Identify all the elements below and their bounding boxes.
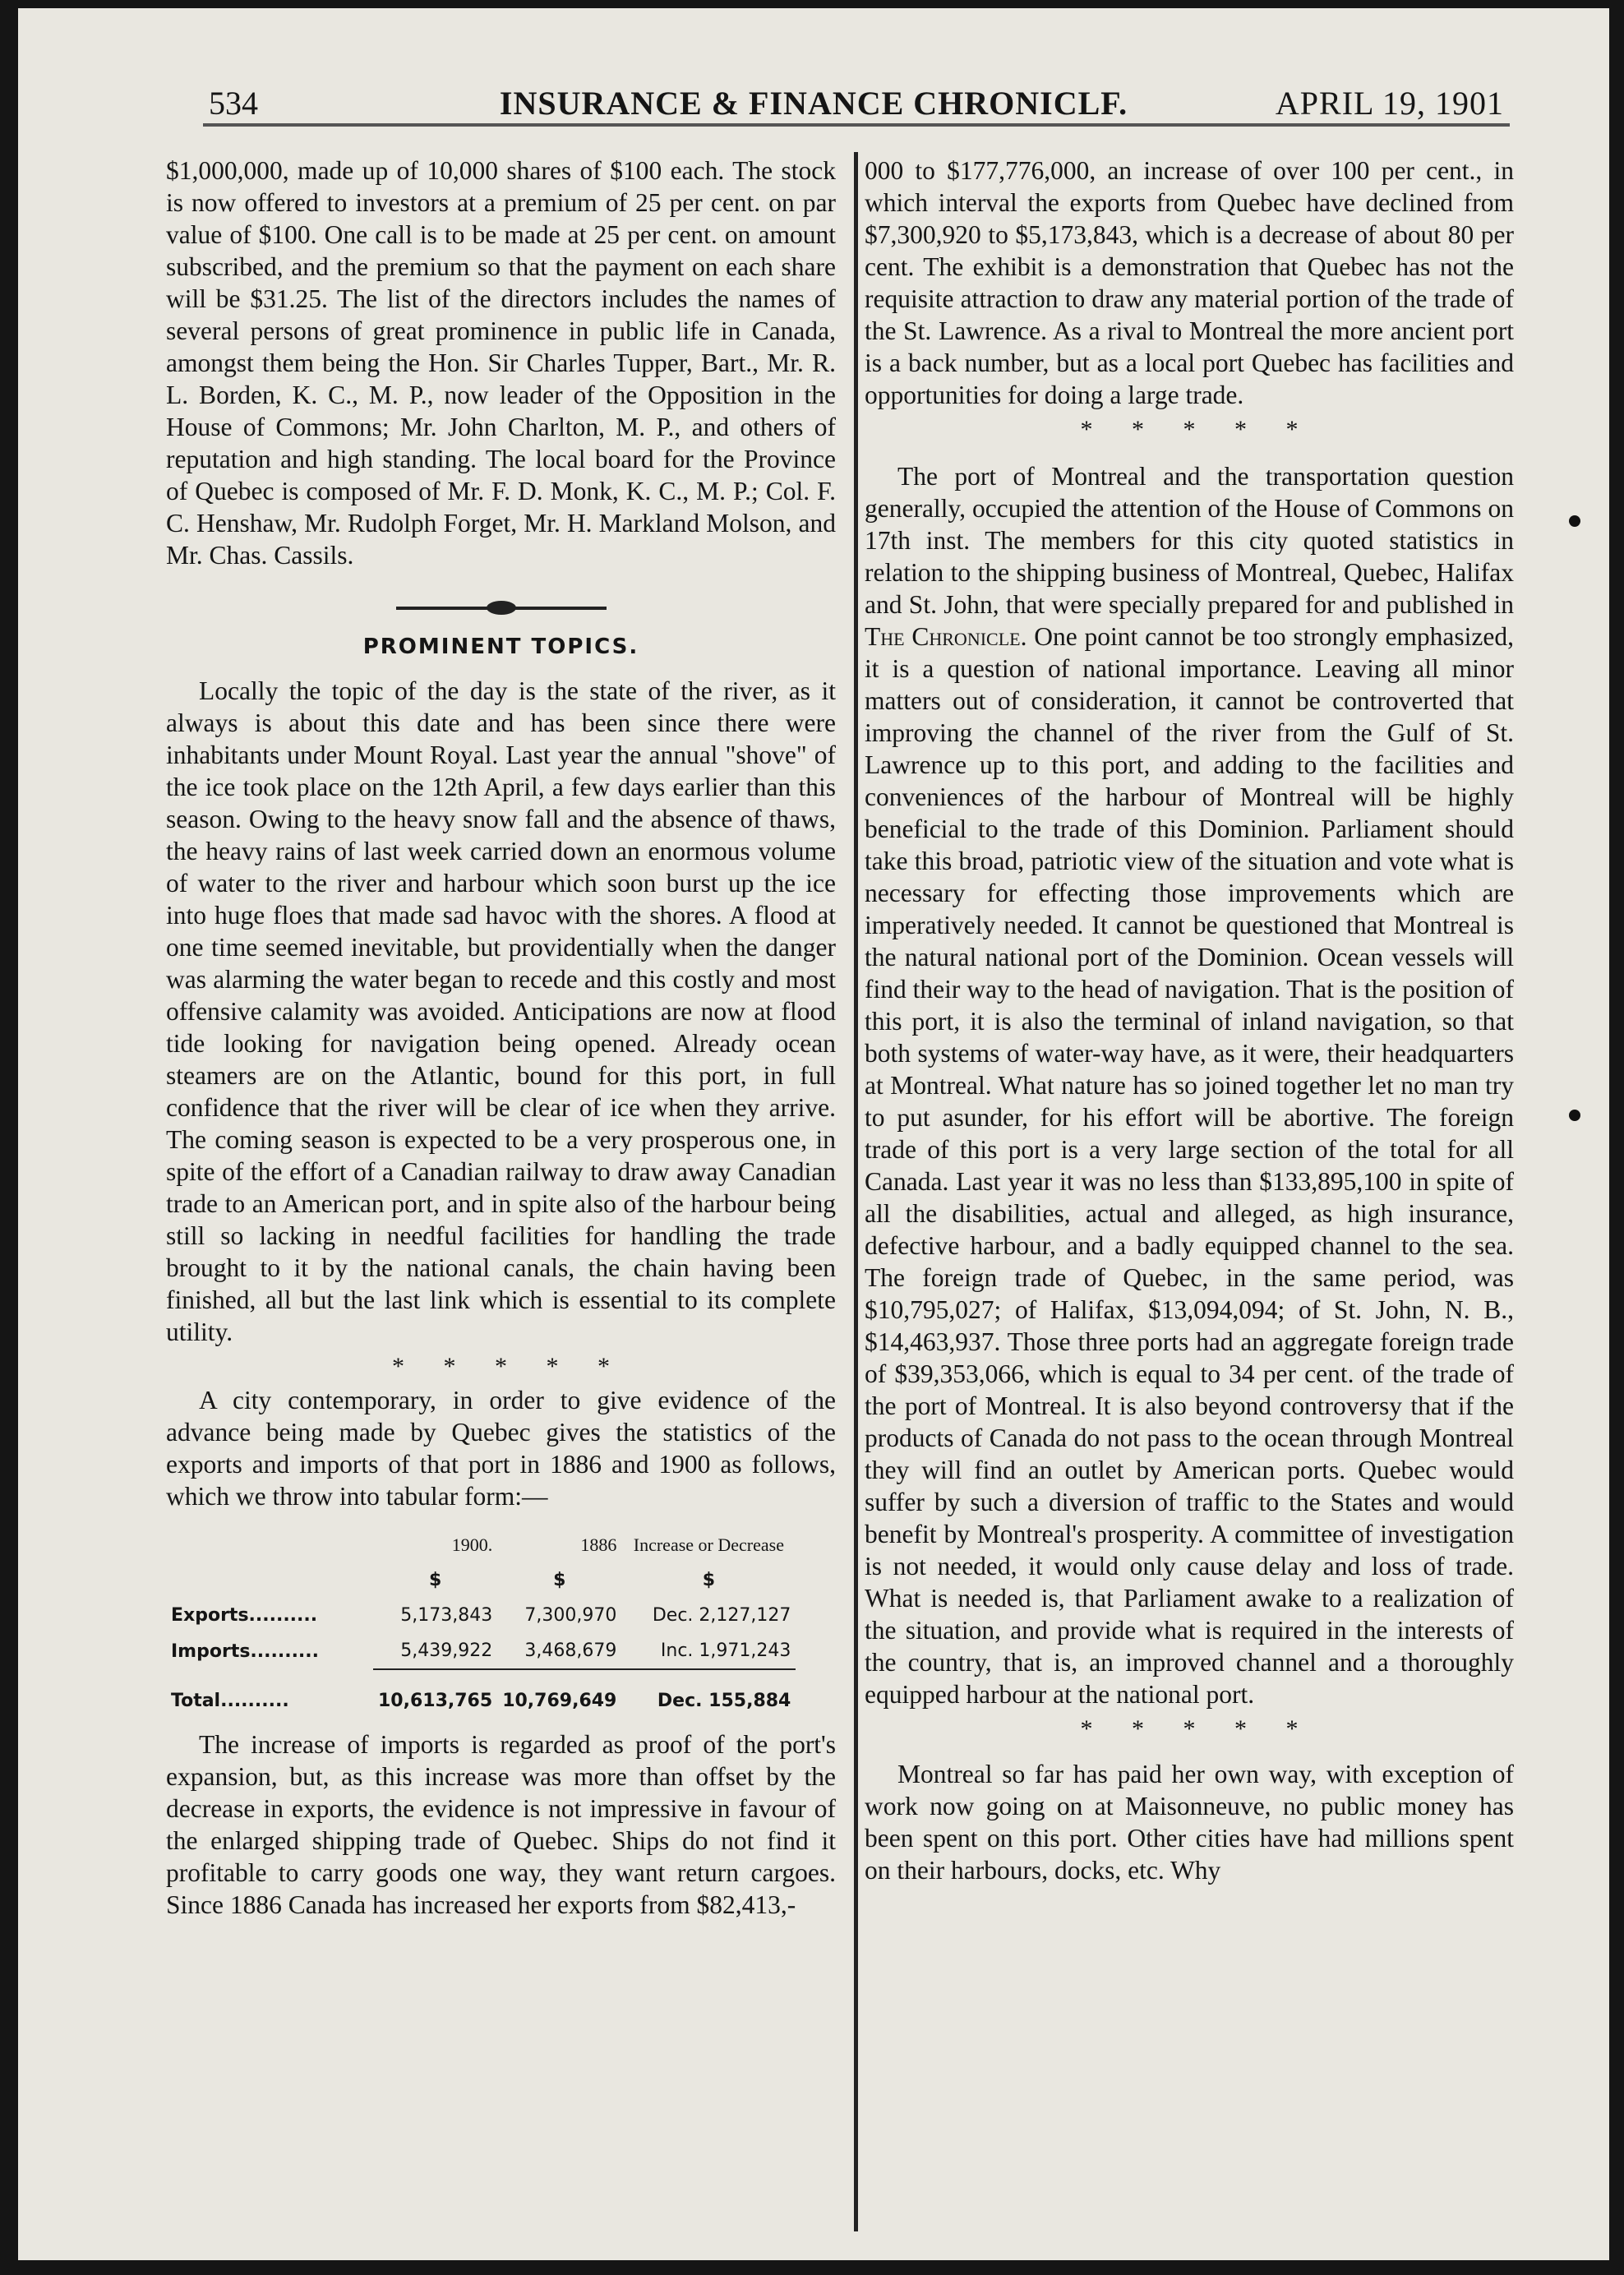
cell: 3,468,679 xyxy=(497,1633,621,1669)
cell: 10,769,649 xyxy=(502,1691,617,1711)
table-row xyxy=(166,1598,796,1633)
header-rule xyxy=(203,123,1510,127)
trade-table xyxy=(166,1527,796,1719)
paragraph-text: The port of Montreal and the transportation question generally, occupied the attention of the House of Commons on 17th inst. The members for this city quoted statistics in relation to the shipping business of Montreal, Quebec, Halifax and St. John, that were specially prepared for and published in xyxy=(865,462,1514,619)
row-label: Total.......... xyxy=(171,1690,289,1711)
newspaper-page xyxy=(18,8,1609,2260)
cell: Dec. 2,127,127 xyxy=(652,1605,791,1626)
article-paragraph: $1,000,000, made up of 10,000 shares of $100 each. The stock is now offered to investors at a premium of 25 per cent. on par value of $100. One call is to be made at 25 per cent. on amount subscribed, and the premium so that the payment on each share will be $31.25. The list of the directors includes the names of several persons of great prominence in public life in Canada, amongst them being the Hon. Sir Charles Tupper, Bart., Mr. R. L. Borden, K. C., M. P., now leader of the Opposition in the House of Commons; Mr. John Charlton, M. P., and others of reputation and high standing. The local board for the Province of Quebec is composed of Mr. F. D. Monk, K. C., M. P.; Col. F. C. Henshaw, Mr. Rudolph Forget, Mr. H. Markland Molson, and Mr. Chas. Cassils. xyxy=(166,156,836,570)
publication-title: INSURANCE & FINANCE CHRONICLF. xyxy=(499,85,1128,122)
unit-label: $ xyxy=(702,1570,716,1590)
column-divider xyxy=(854,152,858,2231)
article-paragraph: A city contemporary, in order to give evidence of the advance being made by Quebec gives the statistics of the exports and imports of that port in 1886 and 1900 as follows, which we throw into tabular form:— xyxy=(166,1386,836,1511)
page-number: 534 xyxy=(209,85,258,122)
cell: 5,173,843 xyxy=(400,1605,493,1626)
cell: Dec. 155,884 xyxy=(657,1691,791,1711)
column-header: Increase or Decrease xyxy=(633,1534,784,1555)
column-header: 1900. xyxy=(451,1534,493,1555)
section-ornament xyxy=(166,589,836,621)
cell: 7,300,970 xyxy=(524,1605,617,1626)
margin-mark xyxy=(1569,515,1580,527)
article-paragraph: Montreal so far has paid her own way, with exception of work now going on at Maisonneuve, no public money has been spent on this port. Other cities have had millions spent on their harbours, docks, etc. Why xyxy=(865,1760,1514,1885)
issue-date: APRIL 19, 1901 xyxy=(1275,85,1504,122)
unit-label: $ xyxy=(428,1570,442,1590)
section-separator: * * * * * xyxy=(392,1353,610,1380)
table-total-row xyxy=(166,1669,796,1719)
unit-label: $ xyxy=(553,1570,566,1590)
cell: Inc. 1,971,243 xyxy=(621,1633,796,1669)
article-paragraph: 000 to $177,776,000, an increase of over 100 per cent., in which interval the exports from Quebec have declined from $7,300,920 to $5,173,843, which is a decrease of about 80 per cent. The exhibit is a demonstration that Quebec has not the requisite attraction to draw any material portion of the trade of the St. Lawrence. As a rival to Montreal the more ancient port is a back number, but as a local port Quebec has facilities and opportunities for doing a large trade. xyxy=(865,156,1514,409)
paragraph-text: One point cannot be too strongly emphasized, it is a question of national importance. Leaving all minor matters out of consideration, it cannot be controverted that improving the channel of the river from the Gulf of St. Lawrence up to this port, and adding to the facilities and conveniences of the harbour of Montreal will be highly beneficial to the trade of this Dominion. Parliament should take this broad, patriotic view of the situation and vote what is necessary for effecting those improvements which are imperatively needed. It cannot be questioned that Montreal is the natural national port of the Dominion. Ocean vessels will find their way to the head of navigation. That is the position of this port, it is also the terminal of inland navigation, so that both systems of water-way have, as it were, their headquarters at Montreal. What nature has so joined together let no man try to put asunder, for his effort will be abortive. The foreign trade of this port is a very large section of the total for all Canada. Last year it was no less than $133,895,100 in spite of all the disabilities, actual and alleged, as high insurance, defective harbour, and a badly equipped channel to the sea. The foreign trade of Quebec, in the same period, was $10,795,027; of Halifax, $13,094,094; of St. John, N. B., $14,463,937. Those three ports had an aggregate foreign trade of $39,353,066, which is equal to 34 per cent. of the trade of the port of Montreal. It is also beyond controversy that if the products of Canada do not pass to the ocean through Montreal they will find an outlet by American ports. Quebec would suffer by such a diversion of traffic to the States and would benefit by Montreal's prosperity. A committee of investigation is not needed, it would only cause delay and loss of trade. What is needed is, that Parliament awake to a realization of the situation, and provide what is required in the interests of the country, that is, an improved channel and a thoroughly equipped harbour at the national port. xyxy=(865,622,1514,1709)
section-heading: PROMINENT TOPICS. xyxy=(362,635,639,659)
section-separator: * * * * * xyxy=(1080,1715,1299,1742)
table-row xyxy=(166,1633,796,1669)
table-units-row xyxy=(166,1562,796,1598)
column-header: 1886 xyxy=(580,1534,617,1555)
article-paragraph: The increase of imports is regarded as proof of the port's expansion, but, as this increase was more than offset by the decrease in exports, the evidence is not impressive in favour of the enlarged shipping trade of Quebec. Ships do not find it profitable to carry goods one way, they want return cargoes. Since 1886 Canada has increased her exports from $82,413,- xyxy=(166,1730,836,1919)
section-separator: * * * * * xyxy=(1080,416,1299,443)
right-column xyxy=(865,155,1514,1886)
margin-mark xyxy=(1569,1110,1580,1121)
row-label: Imports.......... xyxy=(171,1640,320,1662)
table-header-row xyxy=(166,1527,796,1562)
cell: 10,613,765 xyxy=(378,1691,493,1711)
publication-name: The Chronicle. xyxy=(865,622,1027,651)
left-column xyxy=(166,155,836,1921)
article-paragraph: Locally the topic of the day is the state of the river, as it always is about this date and has been since there were inhabitants under Mount Royal. Last year the annual "shove" of the ice took place on the 12th April, a few days earlier than this season. Owing to the heavy snow fall and the absence of thaws, the heavy rains of last week carried down an enormous volume of water to the river and harbour which soon burst up the ice into huge floes that made sad havoc with the shores. A flood at one time seemed inevitable, but providentially when the danger was alarming the water began to recede and this costly and most offensive calamity was avoided. Anticipations are now at flood tide looking for navigation being opened. Already ocean steamers are on the Atlantic, bound for this port, in full confidence that the river will be clear of ice when they arrive. The coming season is expected to be a very prosperous one, in spite of the effort of a Canadian railway to draw away Canadian trade to an American port, and in spite also of the harbour being still so lacking in needful facilities for handling the trade brought to it by the national canals, the chain having been finished, all but the last link which is essential to its complete utility. xyxy=(166,676,836,1346)
cell: 5,439,922 xyxy=(373,1633,497,1669)
row-label: Exports.......... xyxy=(171,1605,318,1626)
article-paragraph xyxy=(865,460,1514,1710)
